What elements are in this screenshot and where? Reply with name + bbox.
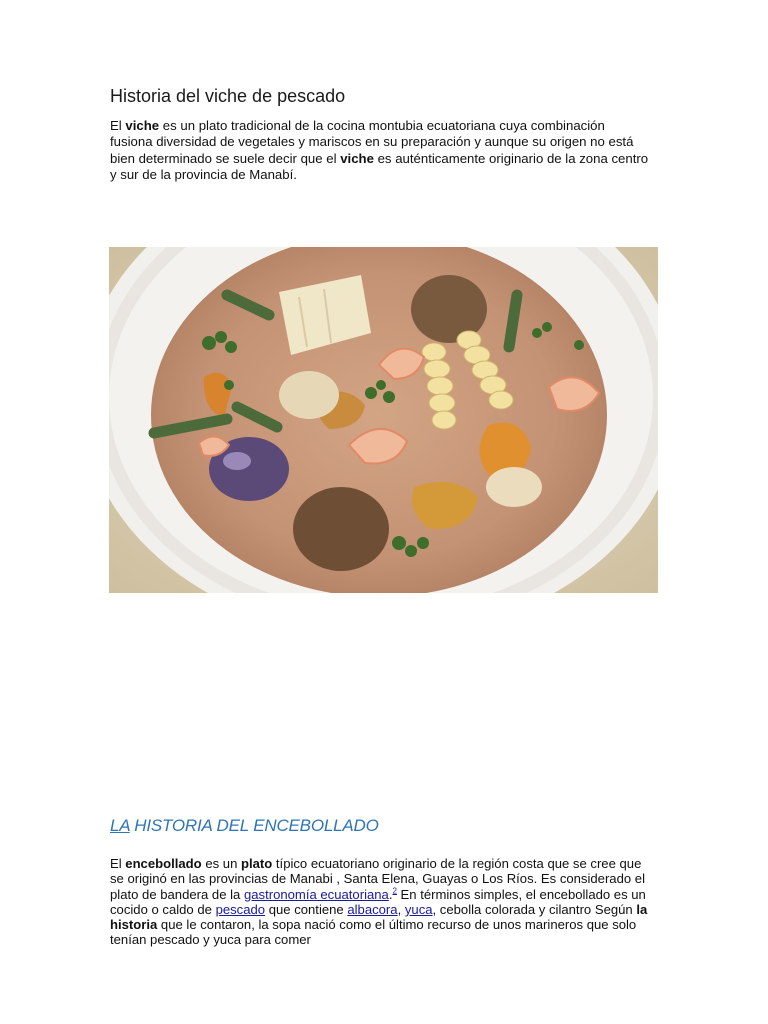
pescado-link[interactable]: pescado <box>215 901 266 917</box>
gastronomia-link[interactable]: gastronomía ecuatoriana <box>243 886 389 902</box>
encebollado-paragraph: El encebollado es un plato típico ecuatoriano originario de la región costa que se cree que se originó en las provincias de Manabi , Santa Elena, Guayas o Los Ríos. Es considerado el plato de bandera de la gastronomía ecuatoriana.$^2$ En términos simples, el encebollado es un cocido o caldo de pescado que contiene albacora, yuca, cebolla colorada y cilantro Según la historia que le contaron, la sopa nació como el último recurso de unos marineros que solo tenían pescado y yuca para comer <box>110 856 648 948</box>
viche-soup-photo <box>109 247 658 593</box>
albacora-link[interactable]: albacora <box>347 901 398 917</box>
reference-2-link[interactable]: 2 <box>392 886 397 896</box>
encebollado-heading: LA HISTORIA DEL ENCEBOLLADO <box>110 816 379 835</box>
viche-paragraph: El viche es un plato tradicional de la cocina montubia ecuatoriana cuya combinación fusiona diversidad de vegetales y mariscos en su preparación y aunque su origen no está bien determinado se suele decir que el viche es auténticamente originario de la zona centro y sur de la provincia de Manabí. <box>110 118 649 183</box>
page-title: Historia del viche de pescado <box>110 86 346 106</box>
yuca-link[interactable]: yuca <box>404 901 433 917</box>
